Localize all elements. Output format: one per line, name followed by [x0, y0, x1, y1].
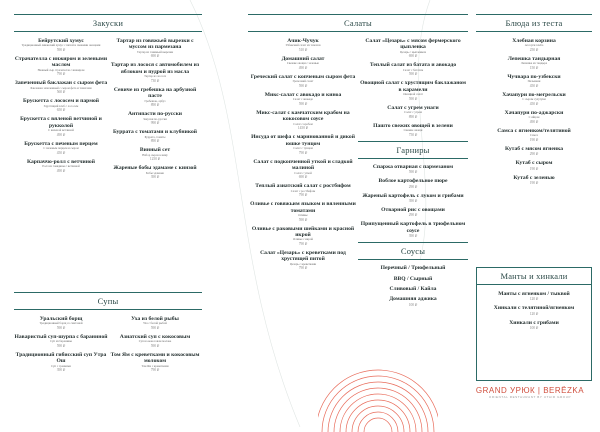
supy-left [14, 316, 108, 376]
menu-item-price: 650 ₽ [56, 108, 66, 113]
menu-item-price: 1450 ₽ [297, 126, 309, 131]
menu-item-description: Тартар из говяжьей вырезки [136, 49, 174, 54]
menu-item-description: Пельмени [527, 79, 541, 84]
logo-subtitle: ORIENTAL RESTAURANT BY UTAIR GROUP [488, 395, 572, 399]
menu-item-name: Теплый азиатский салат с ростбифом [255, 183, 351, 190]
menu-item-name: Брускетта с печеным перцем [24, 140, 98, 147]
menu-item-name: Греческий салат с копченым сыром фета [250, 74, 356, 80]
menu-item [477, 320, 591, 330]
menu-item-price: 990 ₽ [150, 121, 160, 126]
menu-item-name: Припущенный картофель в трюфельном соусе [360, 221, 466, 234]
section-title-supy: Супы [14, 292, 202, 310]
menu-item-price: 1250 ₽ [149, 157, 161, 162]
logo-title: GRAND УРЮК | BERËZKA [475, 386, 585, 395]
supy-right [108, 316, 202, 376]
menu-item-name: Салат «Цезарь» с креветками под хрустящей питой [260, 250, 346, 263]
menu-item-name: Инсуда от шефа с маринованной и дикой юшке тунцом [251, 134, 355, 147]
menu-item-price: 790 ₽ [150, 368, 160, 373]
menu-item-price: 290 ₽ [529, 152, 539, 157]
menu-item-price: 690 ₽ [408, 54, 418, 59]
menu-item-name: Антипасти по-русски [127, 111, 183, 118]
menu-item [108, 62, 202, 82]
zakuski-left [14, 38, 108, 288]
menu-item [477, 305, 591, 315]
section-title-salaty: Салаты [248, 14, 468, 32]
menu-item-description: Узбекский салат из томатов [285, 43, 321, 48]
menu-item-name: Тартар из лосося с автомобилем из яблоком и пудрой из масла [110, 62, 200, 75]
menu-item [248, 74, 358, 88]
menu-item [248, 201, 358, 221]
menu-item-name: Страчателла с инжиром и зелеными маслом [14, 56, 108, 69]
menu-item-name: Воблое картофельное пюре [378, 178, 448, 185]
menu-item [358, 286, 468, 292]
menu-item [476, 38, 592, 52]
menu-item [358, 221, 468, 238]
menu-item-name: Хачапури по-аджарски [504, 110, 564, 116]
menu-item-name: Отварной рис с овощами [381, 207, 445, 214]
menu-item [358, 207, 468, 217]
menu-item-name: Кутаб с мясом ягненка [504, 146, 564, 152]
menu-item [14, 98, 108, 112]
menu-item [476, 160, 592, 170]
menu-item-price: 790 ₽ [298, 193, 308, 198]
menu-item-price: 390 ₽ [56, 368, 66, 373]
menu-item-name: Оливье с говяжьим языком и вяленными томатами [250, 201, 356, 214]
menu-item-price: 490 ₽ [56, 168, 66, 173]
menu-item-name: Хинкали с грибами [509, 319, 559, 326]
menu-item-description: Салат с ростбифом [290, 188, 316, 193]
menu-item [248, 226, 358, 246]
menu-item [358, 123, 468, 137]
menu-item-price: 590 ₽ [56, 326, 66, 330]
zakuski-right [108, 38, 202, 288]
menu-item-name: Винный сет [139, 147, 171, 154]
section-title-sousy: Соусы [358, 242, 468, 260]
menu-item [248, 92, 358, 106]
menu-item-description: Буррата, томаты [144, 134, 166, 139]
menu-item-price: 490 ₽ [298, 66, 308, 70]
menu-item [358, 164, 468, 174]
menu-item-description: Оливье с икрой [293, 237, 313, 242]
menu-item-description: Ролл из говядины с ветчиной [42, 164, 80, 169]
menu-item-name: Тартар из говяжьей вырезки с муссом из пармезана [116, 38, 194, 51]
menu-item-price: 690 ₽ [150, 54, 160, 59]
menu-item-description: Тартар из лосося [144, 74, 166, 79]
menu-item [248, 56, 358, 70]
menu-item [108, 165, 202, 179]
menu-item-description: Баклажан запеченный с сыром фета и томатами [30, 85, 92, 90]
menu-item-name: Брускетта с лососем и пармой [23, 98, 99, 105]
menu-item [248, 110, 358, 130]
menu-item-name: Перечный / Трюфельный [380, 265, 446, 272]
menu-item-description: С сыром сулугуни [522, 97, 546, 102]
menu-item-description: Традиционный ливанский хумус с питой и свежими овощами [21, 43, 101, 48]
menu-item-description: Салат с тунцом [293, 146, 313, 151]
salaty-left [248, 38, 358, 311]
menu-item-name: Наваристый суп-шурпа с бараниной [14, 334, 108, 340]
menu-item-name: Хачапури по-мегрельски [502, 92, 566, 98]
menu-item-description: Свежие овощи [403, 128, 423, 133]
menu-item-name: Спаржа отварная с пармезаном [372, 163, 454, 170]
menu-item-name: Чучвара по-узбекски [507, 74, 561, 80]
menu-item-description: Салат с авокадо [292, 97, 314, 102]
section-title-testo: Блюда из теста [476, 14, 592, 32]
menu-item-price: 590 ₽ [56, 344, 66, 348]
menu-item-name: Хинкали с телятиной/ягненком [493, 305, 575, 312]
menu-item-price: 590 ₽ [150, 344, 160, 348]
menu-item-name: Теплый салат из батата и авокадо [369, 62, 457, 69]
column-dough [476, 14, 592, 189]
menu-item-price: 120 ₽ [529, 311, 539, 316]
menu-item [14, 352, 108, 372]
menu-item-description: Цезарь с креветками [289, 261, 317, 266]
menu-item-name: Самса с ягненком/телятиной [497, 128, 571, 134]
menu-item [248, 159, 358, 179]
menu-item [14, 141, 108, 155]
menu-item-description: Салат с крабом [293, 121, 313, 126]
column-salads [248, 14, 468, 311]
menu-item [108, 38, 202, 58]
menu-item [476, 128, 592, 142]
menu-item-price: 690 ₽ [298, 175, 308, 180]
menu-item-name: Кутаб с зеленью [513, 174, 555, 181]
menu-item [14, 116, 108, 136]
menu-item-description: С печеным перцем и сыром [43, 146, 79, 151]
menu-item [108, 111, 202, 125]
menu-item-description: С яйцом [528, 115, 540, 120]
menu-item-price: 450 ₽ [56, 150, 66, 155]
red-circles-decoration [318, 352, 438, 432]
menu-item [358, 296, 468, 306]
menu-item-name: Манты с ягненком / тыквой [498, 291, 570, 297]
menu-item-description: Греческий салат [292, 79, 314, 84]
menu-item-price: 590 ₽ [298, 217, 308, 222]
menu-item-price: 790 ₽ [298, 150, 308, 155]
menu-item-name: Микс-салат с авокадо и киноа [264, 92, 342, 98]
menu-item-description: Традиционный борщ со сметаной [39, 321, 83, 326]
section-title-garniry: Гарниры [358, 141, 468, 159]
menu-item-price: 100 ₽ [529, 326, 539, 331]
menu-item-price: 890 ₽ [150, 139, 160, 144]
menu-item-description: С вяленой ветчиной [48, 128, 74, 133]
menu-item [477, 291, 591, 301]
menu-item-name: Салат с угрем унаги [387, 104, 439, 111]
menu-item-name: Том Ям с креветками и кокосовым молоком [110, 352, 200, 365]
menu-item [358, 105, 468, 119]
manty-list [477, 291, 591, 330]
menu-item [14, 316, 108, 330]
menu-item-price: 790 ₽ [56, 72, 66, 77]
menu-item-price: 490 ₽ [56, 132, 66, 137]
menu-item-price: 590 ₽ [408, 72, 418, 77]
menu-item-name: Уральский борщ [39, 316, 83, 322]
menu-item [358, 62, 468, 76]
menu-item-price: 590 ₽ [408, 170, 418, 175]
menu-item [14, 80, 108, 94]
menu-item-price: 190 ₽ [529, 138, 539, 142]
menu-item-description: Овощной салат [403, 92, 423, 97]
menu-item-name: Сливовый / Кайла [389, 286, 437, 293]
menu-item-description: Бобы эдамаме [146, 170, 164, 175]
menu-item [358, 38, 468, 58]
menu-item-description: Гребешок, арбуз [144, 98, 166, 103]
menu-item-name: Брускетта с вяленой ветчиной и рукколой [20, 116, 102, 129]
menu-item-price: 590 ₽ [56, 48, 66, 52]
menu-item-name: Традиционный гибисский суп Утра Ош [15, 352, 107, 365]
menu-item-description: Суп из баранины [50, 339, 72, 344]
menu-item-price: 190 ₽ [529, 181, 539, 186]
menu-item-price: 190 ₽ [529, 166, 539, 171]
menu-item-description: Самса [530, 133, 538, 138]
menu-item-description: Лепешка из тандыра [520, 61, 548, 66]
menu-item-price: 150 ₽ [529, 66, 539, 70]
menu-item-name: Севиче из гребешка на арбузной пасте [113, 86, 197, 100]
menu-item-description: Суп с гренками [51, 363, 71, 368]
menu-item-description: Салат с бататом [402, 67, 424, 72]
menu-item-price: 390 ₽ [408, 199, 418, 204]
menu-item [476, 74, 592, 88]
menu-item-price: 100 ₽ [408, 302, 418, 307]
menu-item-name: Оливье с раковыми шейками и красной икрой [251, 225, 355, 239]
menu-item [358, 276, 468, 282]
menu-item [108, 352, 202, 372]
menu-item-name: Хлебная корзина [512, 38, 556, 44]
menu-item [108, 334, 202, 348]
menu-item [248, 250, 358, 270]
menu-item-price: 290 ₽ [408, 213, 418, 218]
menu-item-price: 590 ₽ [150, 326, 160, 330]
menu-item-name: Домашняя аджика [389, 296, 437, 303]
menu-item-name: BBQ / Сырный [393, 275, 433, 282]
menu-item [358, 80, 468, 100]
menu-item [108, 316, 202, 330]
menu-item-price: 450 ₽ [529, 102, 539, 106]
menu-item-description: Салат с уткой [294, 170, 312, 175]
menu-item-description: Уха с белой рыбой [143, 321, 167, 326]
menu-item-name: Азиатский суп с кокосовым [119, 334, 191, 340]
menu-item-price: 590 ₽ [298, 84, 308, 88]
menu-item-price: 390 ₽ [150, 175, 160, 180]
menu-item-description: Ассорти хлеба [524, 43, 544, 48]
menu-item-description: Том Ям с креветками [141, 363, 169, 368]
menu-item-description: Салат с угрем [404, 110, 422, 115]
menu-item-description: Набор сыров к вину [142, 152, 168, 157]
menu-item [358, 178, 468, 188]
menu-item [14, 56, 108, 76]
menu-item-description: Закуски по-русски [143, 116, 167, 121]
menu-item [108, 129, 202, 143]
menu-item-name: Салат с подкопченной уткой и сладкой малиной [253, 158, 353, 172]
restaurant-logo [468, 386, 592, 399]
menu-item-name: Уха из белой рыбы [131, 316, 179, 322]
menu-item-description: Свежие овощи с зеленью [286, 61, 320, 66]
menu-item-price: 250 ₽ [529, 48, 539, 52]
menu-item-price: 490 ₽ [529, 120, 539, 124]
menu-item-description: Оливье [298, 213, 308, 218]
menu-item-name: Салат «Цезарь» с мясом фермерского цыпленка [365, 38, 461, 51]
menu-item-price: 560 ₽ [56, 90, 66, 95]
menu-item [248, 38, 358, 52]
salaty-right-col [358, 38, 468, 311]
menu-item-price: 730 ₽ [150, 78, 160, 83]
menu-item [476, 92, 592, 106]
section-title-zakuski: Закуски [14, 14, 202, 32]
menu-item [14, 334, 108, 348]
menu-item-price: 120 ₽ [529, 297, 539, 302]
menu-item [108, 147, 202, 161]
menu-item-name: Бейрутский хумус [38, 38, 84, 44]
menu-item-price: 290 ₽ [408, 184, 418, 189]
menu-item-price: 590 ₽ [298, 102, 308, 106]
menu-item [358, 193, 468, 203]
menu-item-price: 790 ₽ [298, 242, 308, 247]
menu-item-price: 450 ₽ [529, 84, 539, 88]
menu-item-name: Жареные бобы эдамаме с кинзой [113, 165, 197, 172]
zakuski-grid [14, 38, 202, 288]
supy-grid [14, 316, 202, 376]
menu-item-description: Хрустящий хлеб с лососем [43, 103, 79, 108]
menu-item-name: Пашто свежих овощей в зелени [373, 122, 453, 129]
menu-item-name: Ачик-Чучук [287, 38, 319, 44]
menu-item [248, 183, 358, 197]
manty-box [476, 267, 592, 381]
column-appetizers-soups [14, 14, 202, 376]
menu-item-price: 390 ₽ [408, 234, 418, 239]
menu-item-description: Нежный сыр страчателла с инжиром [37, 67, 85, 72]
menu-item-description: Суп на кокосовом молоке [138, 339, 172, 344]
menu-item-name: Запеченный баклажан с сыром фета [14, 80, 108, 87]
menu-item-name: Буррата с томатами и клубникой [112, 129, 198, 136]
menu-item-name: Кутаб с сыром [515, 160, 553, 167]
menu-item-name: Овощной салат с хрустящим баклажаном в карамели [360, 80, 466, 93]
menu-item-description: Цезарь с цыпленком [399, 49, 427, 54]
menu-item [476, 175, 592, 185]
menu-item [108, 87, 202, 107]
menu-item-price: 890 ₽ [150, 103, 160, 108]
menu-item-name: Домашний салат [281, 56, 325, 62]
menu-item-name: Жареный картофель с луком и грибами [362, 192, 464, 199]
menu-item-name: Микс-салат с камчатским крабом на кокосовом соусе [256, 110, 350, 123]
menu-item-price: 890 ₽ [408, 114, 418, 119]
menu-item-name: Лепешка тандырная [507, 56, 561, 62]
menu-item-name: Карпаччо-ролл с ветчиной [27, 158, 95, 165]
menu-item-price: 790 ₽ [298, 266, 308, 271]
salaty-grid [248, 38, 468, 311]
menu-item [14, 38, 108, 52]
testo-list [476, 38, 592, 185]
menu-item-price: 590 ₽ [408, 96, 418, 101]
menu-item [476, 56, 592, 70]
section-title-manty: Манты и хинкали [477, 268, 591, 285]
menu-item [14, 159, 108, 173]
menu-item [476, 146, 592, 156]
menu-item-price: 510 ₽ [298, 48, 308, 52]
menu-item-price: 750 ₽ [408, 132, 418, 137]
menu-item [476, 110, 592, 124]
menu-item [358, 265, 468, 271]
menu-item [248, 134, 358, 154]
